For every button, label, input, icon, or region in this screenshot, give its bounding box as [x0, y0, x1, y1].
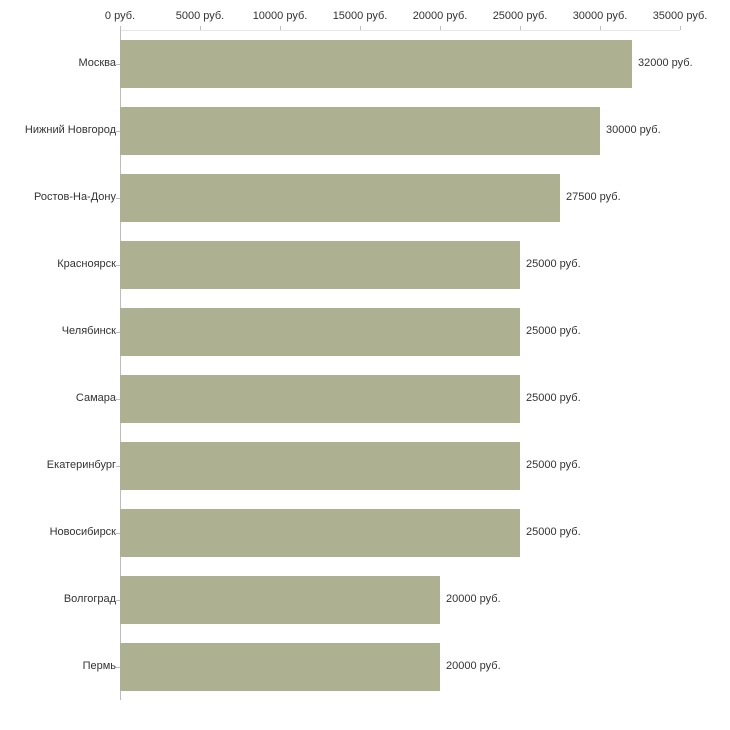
y-axis-category-label: Волгоград — [63, 592, 116, 605]
bar[interactable] — [120, 174, 560, 222]
y-axis-category-label: Москва — [78, 56, 116, 69]
x-axis-tick-label: 30000 руб. — [572, 10, 628, 22]
bar[interactable] — [120, 375, 520, 423]
bar-row — [120, 241, 680, 289]
y-axis-tick-mark — [116, 600, 120, 601]
x-axis-tick-label: 10000 руб. — [252, 10, 308, 22]
bar-row — [120, 40, 693, 88]
bar-value-label: 25000 руб. — [526, 257, 581, 270]
y-axis-tick-mark — [116, 466, 120, 467]
x-axis-tick-label: 25000 руб. — [492, 10, 548, 22]
y-axis-tick-mark — [116, 131, 120, 132]
y-axis-category-label: Красноярск — [57, 257, 116, 270]
y-axis-category-label: Новосибирск — [49, 525, 116, 538]
x-axis-tick-label: 20000 руб. — [412, 10, 468, 22]
plot-area — [120, 30, 693, 700]
bar-value-label: 25000 руб. — [526, 525, 581, 538]
x-axis-tick-label: 35000 руб. — [652, 10, 708, 22]
bar[interactable] — [120, 643, 440, 691]
y-axis-tick-mark — [116, 198, 120, 199]
bar-value-label: 32000 руб. — [638, 56, 693, 69]
y-axis-tick-mark — [116, 265, 120, 266]
bar-value-label: 25000 руб. — [526, 324, 581, 337]
bar[interactable] — [120, 509, 520, 557]
y-axis-category-label: Самара — [75, 391, 116, 404]
bar-row — [120, 107, 680, 155]
y-axis-tick-mark — [116, 64, 120, 65]
bar-value-label: 27500 руб. — [566, 190, 621, 203]
y-axis-category-label: Екатеринбург — [46, 458, 116, 471]
y-axis-tick-mark — [116, 332, 120, 333]
bar-value-label: 25000 руб. — [526, 391, 581, 404]
bar-row — [120, 442, 680, 490]
y-axis-tick-mark — [116, 667, 120, 668]
y-axis-tick-mark — [116, 533, 120, 534]
bar-value-label: 25000 руб. — [526, 458, 581, 471]
x-axis-tick-label: 5000 руб. — [175, 10, 225, 22]
y-axis-category-label: Челябинск — [61, 324, 116, 337]
bar-row — [120, 643, 680, 691]
y-axis-category-label: Пермь — [82, 659, 116, 672]
x-axis-tick-mark — [680, 26, 681, 30]
bar-row — [120, 308, 680, 356]
x-axis-tick-label: 15000 руб. — [332, 10, 388, 22]
y-axis-category-label: Нижний Новгород — [24, 123, 116, 136]
bar[interactable] — [120, 576, 440, 624]
y-axis-category-label: Ростов-На-Дону — [33, 190, 116, 203]
bar-value-label: 20000 руб. — [446, 659, 501, 672]
x-axis-tick-label: 0 руб. — [104, 10, 136, 22]
bar-row — [120, 375, 680, 423]
bar[interactable] — [120, 241, 520, 289]
bar[interactable] — [120, 40, 632, 88]
bar[interactable] — [120, 442, 520, 490]
bar[interactable] — [120, 308, 520, 356]
bar-row — [120, 174, 680, 222]
bar[interactable] — [120, 107, 600, 155]
bar-row — [120, 509, 680, 557]
bar-row — [120, 576, 680, 624]
bar-value-label: 30000 руб. — [606, 123, 661, 136]
bar-value-label: 20000 руб. — [446, 592, 501, 605]
y-axis-tick-mark — [116, 399, 120, 400]
